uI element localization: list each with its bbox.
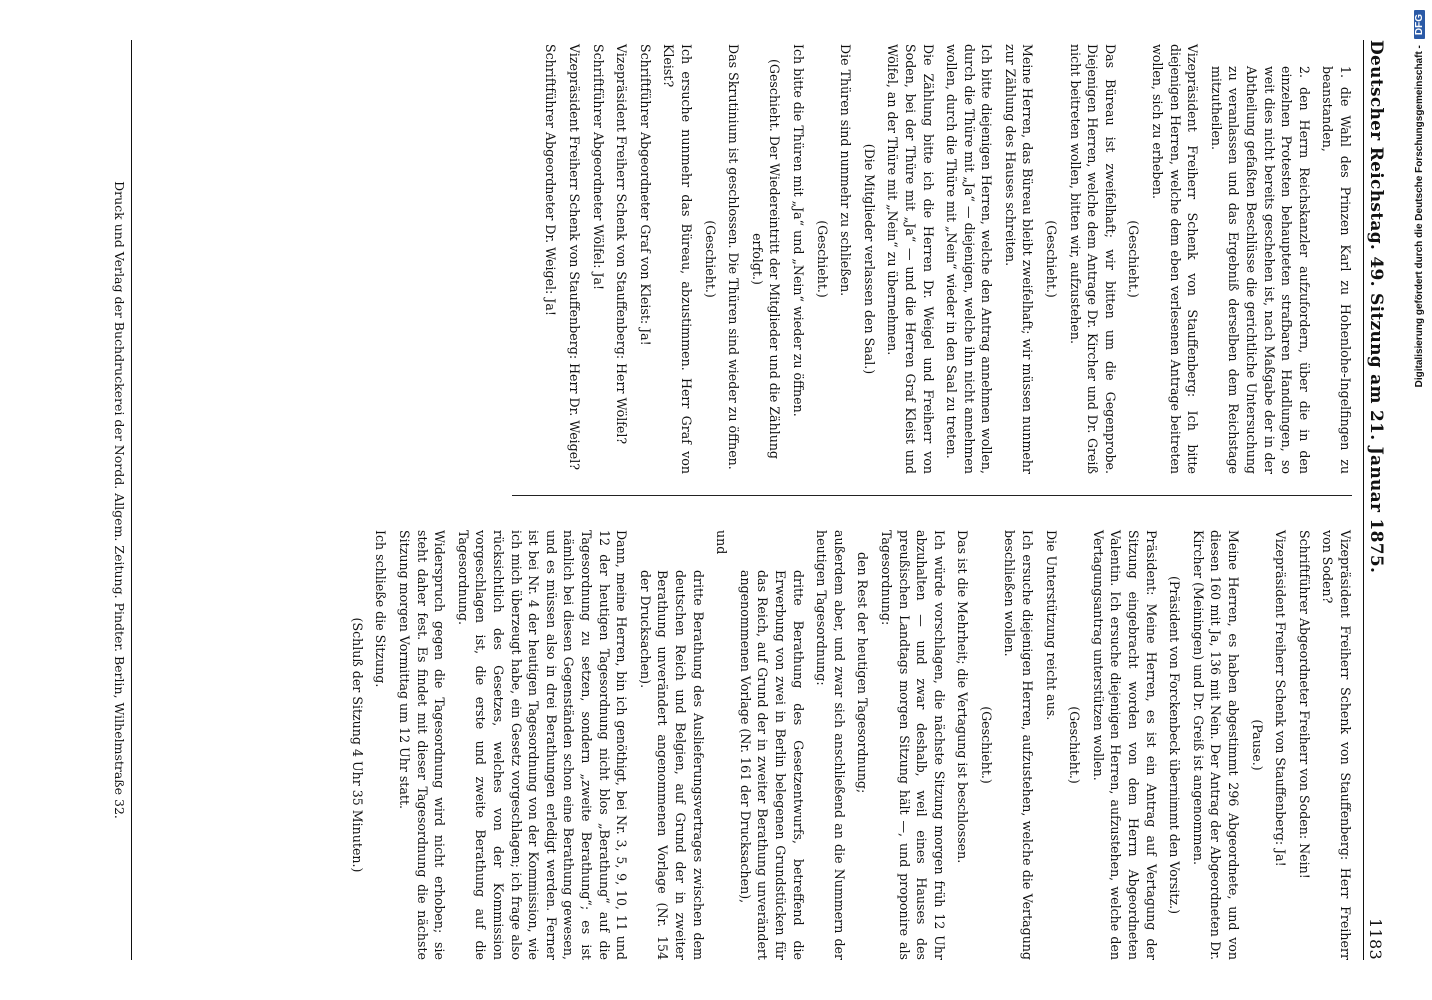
dfg-note-text: Digitalisierung gefördert durch die Deutsche Forschungsgemeinschaft - <box>1413 45 1425 388</box>
paragraph: dritte Berathung des Gesetzentwurfs, betreffend die Erwerbung von zwei in Berlin belegenen Grundstücken für das Reich, auf Grund der in zweiter Berathung unverändert angenommenen Vorlage (Nr. 161 der Drucksachen), <box>737 570 806 960</box>
paragraph: Vizepräsident Freiherr Schenk von Stauffenberg: Ich bitte diejenigen Herren, welche dem eben verlesenen Antrage beitreten wollen, sich zu erheben. <box>1150 44 1201 474</box>
paragraph: (Geschieht.) <box>1126 220 1142 298</box>
column-divider <box>512 495 1352 496</box>
paragraph: Dann, meine Herren, bin ich genöthigt, bei Nr. 3, 5, 9, 10, 11 und 12 der heutigen Tagesordnung nicht blos „Berathung“ auf die Tagesordnung zu setzen, sondern „zweite Berathung“; es ist nämlich bei diesen Gegenständen schon eine Berathung gewesen, und es müssen also in drei Berathungen erledigt werden. Ferner ist bei Nr. 4 der heutigen Tagesordnung von der Kommission, wie ich mich überzeugt habe, ein Gesetz vorgeschlagen; ich frage also rücksichtlich des Gesetzes, welches von der Kommission vorgeschlagen ist, die erste und zweite Berathung auf die Tagesordnung. <box>455 530 630 960</box>
paragraph: Ich bitte die Thüren mit „Ja“ und „Nein“ wieder zu öffnen. <box>790 44 806 417</box>
paragraph: Ich ersuche diejenigen Herren, aufzustehen, welche die Vertagung beschließen wollen. <box>1002 530 1036 960</box>
paragraph: Das Skrutinium ist geschlossen. Die Thüren sind wieder zu öffnen. <box>726 44 742 470</box>
paragraph: Ich schließe die Sitzung. <box>373 530 389 688</box>
page-number: 1183 <box>1366 918 1385 960</box>
paragraph: Die Unterstützung reicht aus. <box>1043 530 1059 721</box>
printer-imprint: Druck und Verlag der Buchdruckerei der Nordd. Allgem. Zeitung. Pindter. Berlin, Wilhelmstraße 32. <box>111 40 132 960</box>
paragraph: Ich würde vorschlagen, die nächste Sitzung morgen früh 12 Uhr abzuhalten — und zwar deshalb, weil eines Hauses des preußischen Landtags morgen Sitzung hält —, und proponire als Tagesordnung: <box>878 530 947 960</box>
paragraph: Ich bitte diejenigen Herren, welche den Antrag annehmen wollen, durch die Thüre mit „Ja“ — diejenigen, welche ihn nicht annehmen wollen, durch die Thüre mit „Nein“ wieder in den Saal zu treten. <box>944 44 995 474</box>
dfg-logo: DFG <box>1414 10 1425 39</box>
paragraph: (Pause.) <box>1249 719 1265 771</box>
paragraph: Ich ersuche nunmehr das Büreau, abzustimmen. Herr Graf von Kleist? <box>661 44 694 474</box>
paragraph: (Die Mitglieder verlassen den Saal.) <box>861 143 877 375</box>
paragraph: (Geschieht.) <box>1067 706 1083 784</box>
page-header <box>1366 40 1398 960</box>
paragraph: (Schluß der Sitzung 4 Uhr 35 Minuten.) <box>349 617 365 873</box>
paragraph: Schriftführer Abgeordneter Wölfel: Ja! <box>590 44 606 291</box>
header-rule <box>1363 40 1364 960</box>
paragraph: Meine Herren, es haben abgestimmt 296 Abgeordnete, und von diesen 160 mit Ja, 136 mit Nein. Der Antrag der Abgeordneten Dr. Kircher (Meiningen) und Dr. Greiß ist angenommen. <box>1190 530 1242 960</box>
paragraph: Vizepräsident Freiherr Schenk von Stauffenberg: Ja! <box>1273 530 1289 867</box>
paragraph: und <box>714 530 730 555</box>
paragraph: Widerspruch gegen die Tagesordnung wird nicht erhoben; sie steht daher fest. Es findet mit dieser Tagesordnung die nächste Sitzung morgen Vormittag um 12 Uhr statt. <box>397 530 448 960</box>
paragraph: (Präsident von Forckenbeck übernimmt den Vorsitz.) <box>1167 575 1183 914</box>
paragraph: (Geschieht.) <box>702 220 718 298</box>
paragraph: Vizepräsident Freiherr Schenk von Stauffenberg: Herr Dr. Weigel? <box>567 44 583 470</box>
paragraph: Präsident: Meine Herren, es ist ein Antrag auf Vertagung der Sitzung eingebracht worden von dem Herrn Abgeordneten Valentin. Ich ersuche diejenigen Herren, aufzustehen, welche den Vertagungsantrag unterstützen wollen. <box>1090 530 1159 960</box>
paragraph: 2. den Herrn Reichskanzler aufzufordern, über die in den einzelnen Protesten behaupteten strafbaren Handlungen, so weit dies nicht bereits geschehen ist, nach Maßgabe der in der Abtheilung gefaßten Beschlüsse die gerichtliche Untersuchung zu veranlassen und das Ergebniß derselben dem Reichstage mitzutheilen. <box>1208 66 1312 474</box>
paragraph: Schriftführer Abgeordneter Graf von Kleist: Ja! <box>637 44 653 346</box>
paragraph: Vizepräsident Freiherr Schenk von Stauffenberg: Herr Freiherr von Soden? <box>1320 530 1353 960</box>
paragraph: Meine Herren, das Büreau bleibt zweifelhaft; wir müssen nunmehr zur Zählung des Hauses schreiten. <box>1002 44 1036 474</box>
paragraph: dritte Berathung des Auslieferungsvertrages zwischen dem deutschen Reich und Belgien, auf Grund der in zweiter Berathung unverändert angenommenen Vorlage (Nr. 154 der Drucksachen). <box>637 570 706 960</box>
paragraph: Das ist die Mehrheit; die Vertagung ist beschlossen. <box>955 530 971 864</box>
paragraph: (Geschieht. Der Wiedereintritt der Mitglieder und die Zählung erfolgt.) <box>749 59 783 459</box>
paragraph: 1. die Wahl des Prinzen Karl zu Hohenlohe-Ingelfingen zu beanstanden, <box>1320 66 1353 474</box>
left-column <box>536 44 1354 474</box>
paragraph: Die Zählung bitte ich die Herren Dr. Weigel und Freiherr von Soden, bei der Thüre mit „Ja“ — und die Herren Graf Kleist und Wölfel, an der Thüre mit „Nein“ zu übernehmen. <box>885 44 936 474</box>
paragraph: außerdem aber, und zwar sich anschließend an die Nummern der heutigen Tagesordnung: <box>814 530 847 960</box>
paragraph: (Geschieht.) <box>1044 220 1060 298</box>
paragraph: Die Thüren sind nunmehr zu schließen. <box>838 44 854 297</box>
dfg-funding-note <box>1410 10 1428 630</box>
paragraph: (Geschieht.) <box>814 220 830 298</box>
paragraph: Vizepräsident Freiherr Schenk von Stauffenberg: Herr Wölfel? <box>614 44 630 445</box>
header-title: Deutscher Reichstag. 49. Sitzung am 21. Januar 1875. <box>1366 40 1386 574</box>
paragraph: Schriftführer Abgeordneter Dr. Weigel: Ja! <box>543 44 559 316</box>
paragraph: Das Büreau ist zweifelhaft; wir bitten um die Gegenprobe. Diejenigen Herren, welche dem Antrage Dr. Kircher und Dr. Greiß nicht beitreten wollen, bitten wir, aufzustehen. <box>1067 44 1118 474</box>
paragraph: Schriftführer Abgeordneter Freiherr von Soden: Nein! <box>1296 530 1312 879</box>
paragraph: den Rest der heutigen Tagesordnung; <box>855 552 871 794</box>
right-column <box>342 530 1354 960</box>
paragraph: (Geschieht.) <box>978 706 994 784</box>
